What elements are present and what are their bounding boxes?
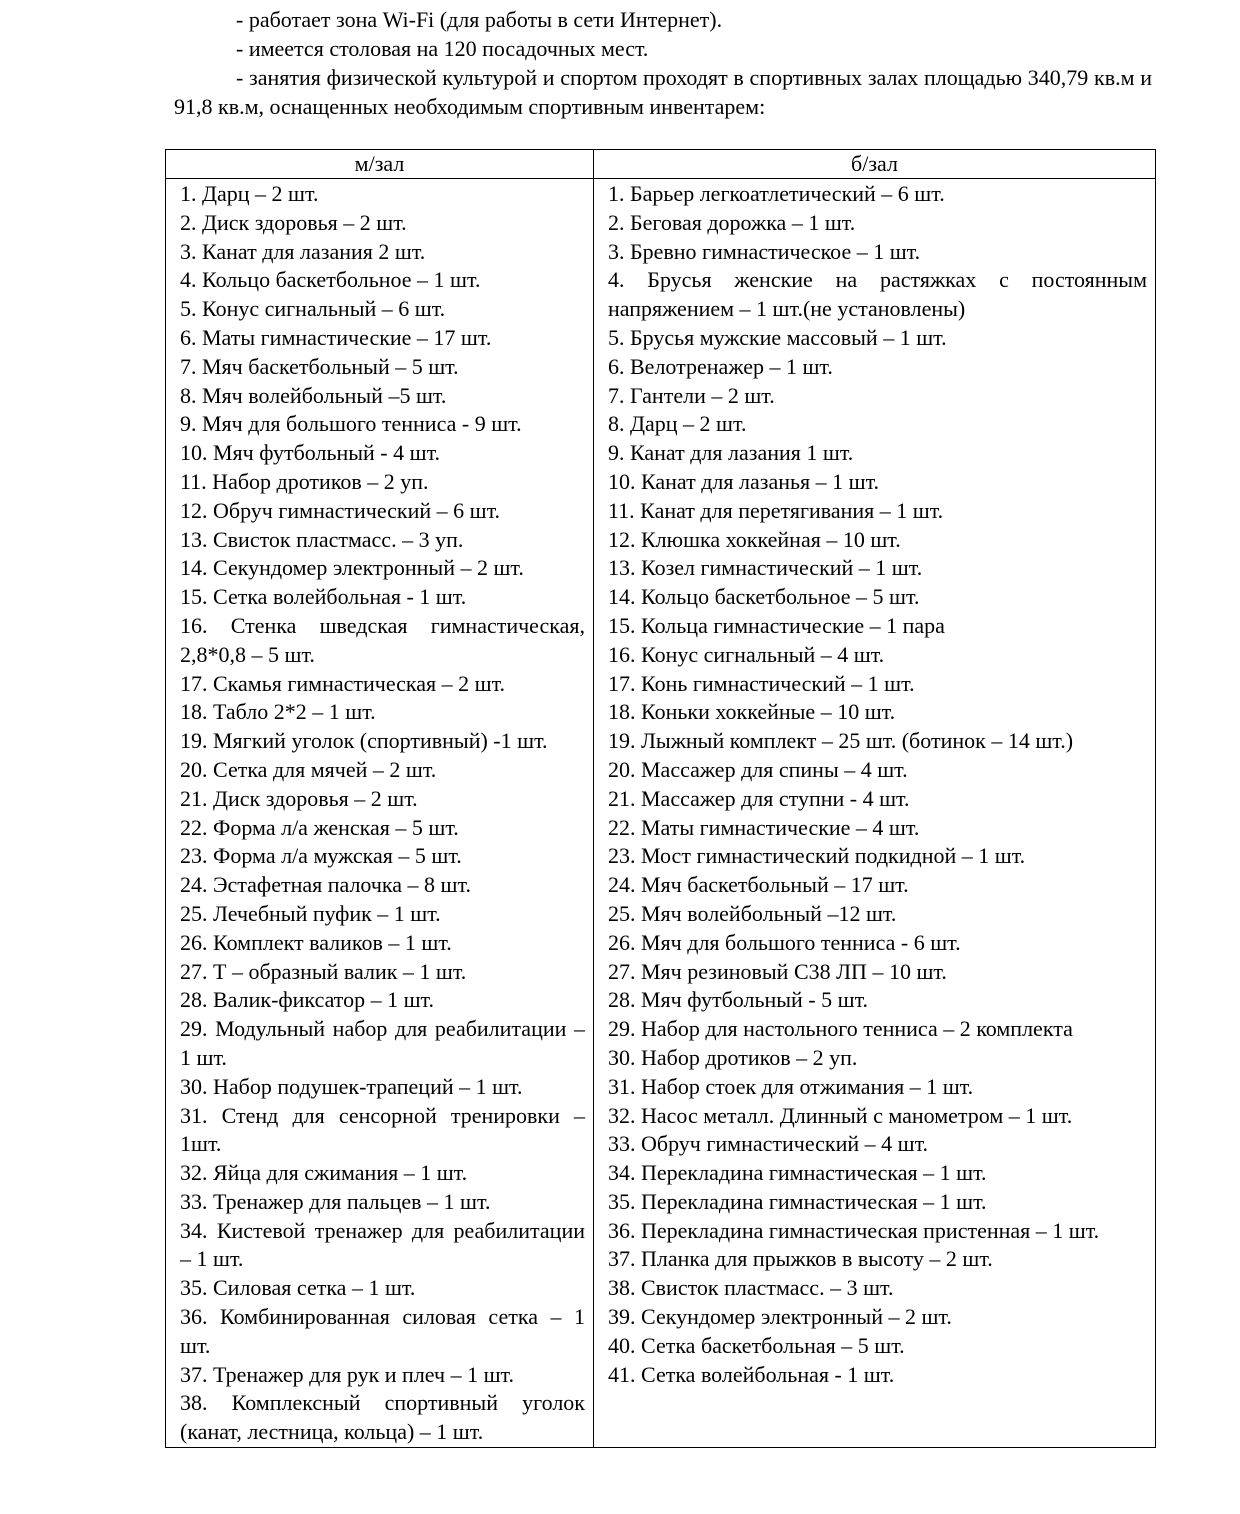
list-item: 30. Набор подушек-трапеций – 1 шт. — [180, 1073, 523, 1099]
list-item: 9. Мяч для большого тенниса - 9 шт. — [180, 411, 522, 437]
list-item: 37. Планка для прыжков в высоту – 2 шт. — [608, 1246, 993, 1272]
list-item: 8. Мяч волейбольный –5 шт. — [180, 382, 447, 408]
list-item: 35. Перекладина гимнастическая – 1 шт. — [608, 1188, 987, 1214]
list-item: 31. Стенд для сенсорной тренировки – 1шт. — [180, 1102, 585, 1157]
list-item: 22. Форма л/а женская – 5 шт. — [180, 814, 459, 840]
list-item: 27. Т – образный валик – 1 шт. — [180, 958, 467, 984]
intro-line-wifi: - работает зона Wi-Fi (для работы в сети Интернет). — [236, 7, 723, 32]
list-item: 15. Сетка волейбольная - 1 шт. — [180, 584, 467, 610]
list-item: 41. Сетка волейбольная - 1 шт. — [608, 1361, 895, 1387]
list-item: 4. Кольцо баскетбольное – 1 шт. — [180, 267, 481, 293]
list-item: 37. Тренажер для рук и плеч – 1 шт. — [180, 1361, 514, 1387]
big-hall-cell — [594, 179, 1156, 1448]
list-item: 33. Обруч гимнастический – 4 шт. — [608, 1131, 929, 1157]
list-item: 34. Перекладина гимнастическая – 1 шт. — [608, 1160, 987, 1186]
list-item: 36. Комбинированная силовая сетка – 1 шт. — [180, 1304, 585, 1358]
table-header-row — [166, 150, 1156, 179]
list-item: 28. Мяч футбольный - 5 шт. — [608, 987, 869, 1013]
list-item: 17. Скамья гимнастическая – 2 шт. — [180, 670, 506, 696]
list-item: 8. Дарц – 2 шт. — [608, 411, 747, 437]
list-item: 27. Мяч резиновый С38 ЛП – 10 шт. — [608, 958, 947, 984]
list-item: 25. Лечебный пуфик – 1 шт. — [180, 900, 441, 926]
list-item: 2. Диск здоровья – 2 шт. — [180, 209, 407, 235]
list-item: 14. Кольцо баскетбольное – 5 шт. — [608, 584, 920, 610]
list-item: 22. Маты гимнастические – 4 шт. — [608, 814, 920, 840]
list-item: 1. Дарц – 2 шт. — [180, 181, 319, 206]
list-item: 15. Кольца гимнастические – 1 пара — [608, 612, 945, 638]
list-item: 34. Кистевой тренажер для реабилитации – 1 шт. — [180, 1217, 585, 1272]
list-item: 10. Мяч футбольный - 4 шт. — [180, 440, 441, 466]
list-item: 26. Мяч для большого тенниса - 6 шт. — [608, 929, 961, 955]
list-item: 6. Велотренажер – 1 шт. — [608, 353, 833, 379]
list-item: 32. Насос металл. Длинный с манометром – 1 шт. — [608, 1102, 1073, 1128]
small-hall-list — [166, 179, 593, 1447]
list-item: 38. Комплексный спортивный уголок (канат, лестница, кольца) – 1 шт. — [180, 1390, 585, 1445]
list-item: 20. Сетка для мячей – 2 шт. — [180, 756, 437, 782]
list-item: 18. Коньки хоккейные – 10 шт. — [608, 699, 896, 725]
list-item: 36. Перекладина гимнастическая пристенная – 1 шт. — [608, 1217, 1100, 1243]
list-item: 23. Мост гимнастический подкидной – 1 шт. — [608, 843, 1026, 869]
list-item: 3. Канат для лазания 2 шт. — [180, 238, 426, 264]
list-item: 26. Комплект валиков – 1 шт. — [180, 929, 452, 955]
list-item: 33. Тренажер для пальцев – 1 шт. — [180, 1188, 491, 1214]
list-item: 16. Конус сигнальный – 4 шт. — [608, 641, 885, 667]
list-item: 30. Набор дротиков – 2 уп. — [608, 1044, 858, 1070]
list-item: 29. Набор для настольного тенниса – 2 комплекта — [608, 1016, 1073, 1042]
list-item: 20. Массажер для спины – 4 шт. — [608, 756, 908, 782]
list-item: 21. Массажер для ступни - 4 шт. — [608, 785, 910, 811]
list-item: 1. Барьер легкоатлетический – 6 шт. — [608, 181, 945, 206]
list-item: 12. Клюшка хоккейная – 10 шт. — [608, 526, 901, 552]
list-item: 29. Модульный набор для реабилитации – 1 шт. — [180, 1016, 585, 1070]
list-item: 21. Диск здоровья – 2 шт. — [180, 785, 418, 811]
list-item: 31. Набор стоек для отжимания – 1 шт. — [608, 1073, 974, 1099]
header-small-hall: м/зал — [166, 150, 594, 179]
list-item: 16. Стенка шведская гимнастическая, 2,8*0,8 – 5 шт. — [180, 612, 585, 667]
list-item: 24. Мяч баскетбольный – 17 шт. — [608, 872, 909, 898]
list-item: 5. Брусья мужские массовый – 1 шт. — [608, 324, 947, 350]
list-item: 6. Маты гимнастические – 17 шт. — [180, 324, 492, 350]
list-item: 32. Яйца для сжимания – 1 шт. — [180, 1160, 468, 1186]
list-item: 11. Набор дротиков – 2 уп. — [180, 468, 429, 494]
list-item: 13. Козел гимнастический – 1 шт. — [608, 555, 923, 581]
list-item: 38. Свисток пластмасс. – 3 шт. — [608, 1275, 894, 1301]
list-item: 19. Мягкий уголок (спортивный) -1 шт. — [180, 728, 548, 754]
list-item: 35. Силовая сетка – 1 шт. — [180, 1275, 416, 1301]
list-item: 9. Канат для лазания 1 шт. — [608, 440, 854, 466]
list-item: 28. Валик-фиксатор – 1 шт. — [180, 987, 435, 1013]
list-item: 23. Форма л/а мужская – 5 шт. — [180, 843, 462, 869]
list-item: 4. Брусья женские на растяжках с постоянным напряжением – 1 шт.(не установлены) — [608, 267, 1147, 322]
list-item: 17. Конь гимнастический – 1 шт. — [608, 670, 915, 696]
table-row — [166, 179, 1156, 1448]
list-item: 7. Мяч баскетбольный – 5 шт. — [180, 353, 459, 379]
list-item: 11. Канат для перетягивания – 1 шт. — [608, 497, 944, 523]
list-item: 3. Бревно гимнастическое – 1 шт. — [608, 238, 921, 264]
intro-line-canteen: - имеется столовая на 120 посадочных мест. — [236, 36, 649, 61]
list-item: 2. Беговая дорожка – 1 шт. — [608, 209, 856, 235]
equipment-table — [165, 149, 1156, 1448]
big-hall-list — [594, 179, 1155, 1389]
header-big-hall: б/зал — [594, 150, 1156, 179]
list-item: 5. Конус сигнальный – 6 шт. — [180, 296, 446, 322]
intro-text — [174, 5, 1152, 121]
list-item: 25. Мяч волейбольный –12 шт. — [608, 900, 897, 926]
intro-line-sport: - занятия физической культурой и спортом проходят в спортивных залах площадью 340,79 кв.м и 91,8 кв.м, оснащенных необходимым спортивным инвентарем: — [174, 65, 1152, 119]
list-item: 10. Канат для лазанья – 1 шт. — [608, 468, 880, 494]
list-item: 39. Секундомер электронный – 2 шт. — [608, 1304, 952, 1330]
list-item: 24. Эстафетная палочка – 8 шт. — [180, 872, 471, 898]
list-item: 18. Табло 2*2 – 1 шт. — [180, 699, 376, 725]
list-item: 19. Лыжный комплект – 25 шт. (ботинок – 14 шт.) — [608, 728, 1074, 754]
small-hall-cell — [166, 179, 594, 1448]
list-item: 12. Обруч гимнастический – 6 шт. — [180, 497, 501, 523]
list-item: 40. Сетка баскетбольная – 5 шт. — [608, 1332, 905, 1358]
list-item: 13. Свисток пластмасс. – 3 уп. — [180, 526, 464, 552]
list-item: 14. Секундомер электронный – 2 шт. — [180, 555, 524, 581]
list-item: 7. Гантели – 2 шт. — [608, 382, 775, 408]
